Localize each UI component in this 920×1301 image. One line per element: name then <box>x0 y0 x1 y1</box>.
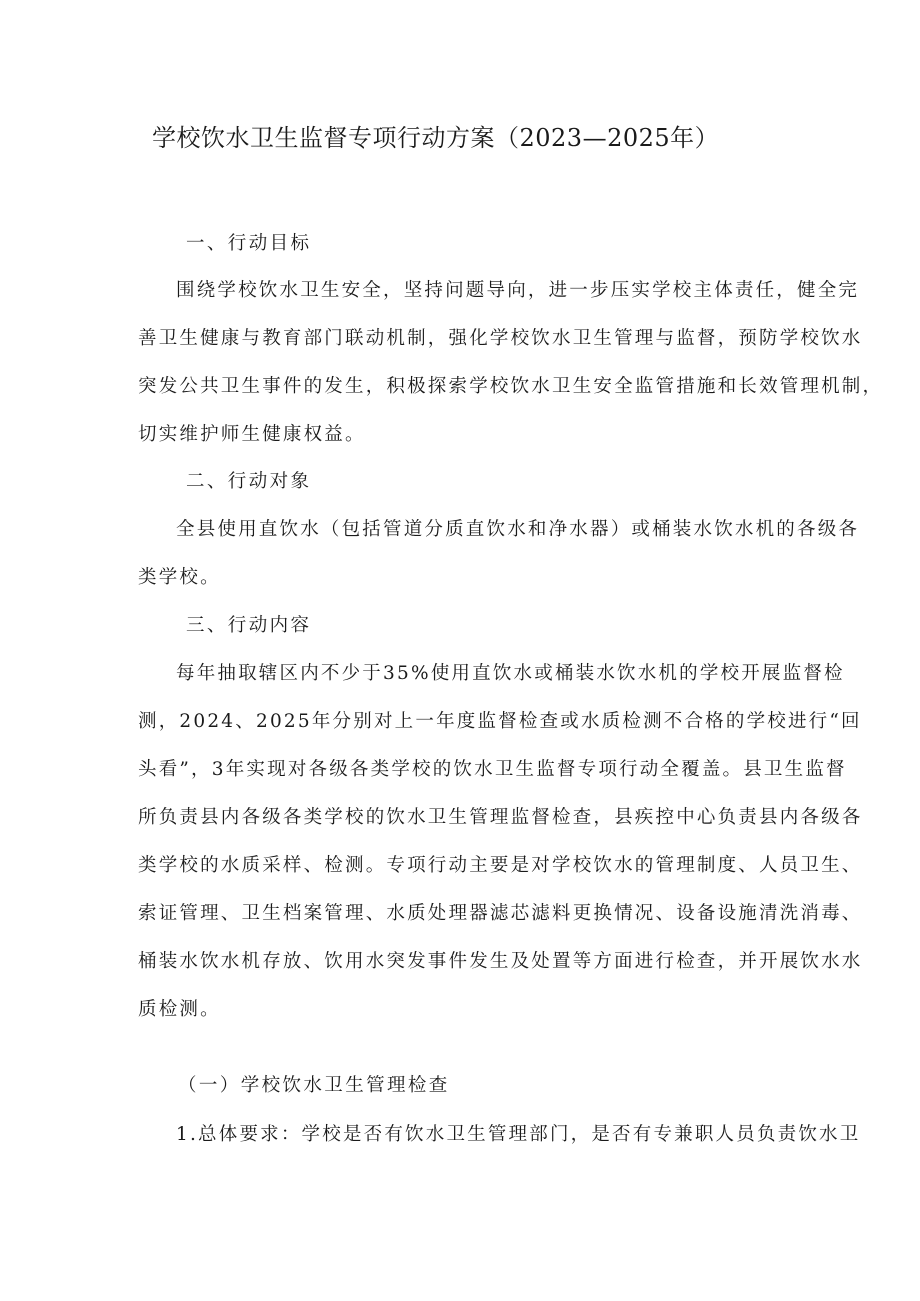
section-heading-content: 三、行动内容 <box>186 615 312 636</box>
paragraph-line: 头看”，3年实现对各级各类学校的饮水卫生监督专项行动全覆盖。县卫生监督 <box>138 759 847 780</box>
paragraph-line: 所负责县内各级各类学校的饮水卫生管理监督检查，县疾控中心负责县内各级各 <box>138 807 863 828</box>
paragraph-line: 突发公共卫生事件的发生，积极探索学校饮水卫生安全监管措施和长效管理机制， <box>138 376 884 397</box>
document-title: 学校饮水卫生监督专项行动方案（2023—2025年） <box>152 124 720 152</box>
section-heading-goal: 一、行动目标 <box>186 233 312 254</box>
paragraph-line: 类学校的水质采样、检测。专项行动主要是对学校饮水的管理制度、人员卫生、 <box>138 855 863 876</box>
paragraph-line: 类学校。 <box>138 567 221 588</box>
paragraph-line: 善卫生健康与教育部门联动机制，强化学校饮水卫生管理与监督，预防学校饮水 <box>138 328 863 349</box>
paragraph-line: 每年抽取辖区内不少于35%使用直饮水或桶装水饮水机的学校开展监督检 <box>176 663 845 684</box>
section-heading-target: 二、行动对象 <box>186 471 312 492</box>
paragraph-line: 质检测。 <box>138 999 221 1020</box>
paragraph-line: 桶装水饮水机存放、饮用水突发事件发生及处置等方面进行检查，并开展饮水水 <box>138 951 863 972</box>
paragraph-line: 切实维护师生健康权益。 <box>138 424 366 445</box>
paragraph-line: 索证管理、卫生档案管理、水质处理器滤芯滤料更换情况、设备设施清洗消毒、 <box>138 903 863 924</box>
paragraph-line: 测，2024、2025年分别对上一年度监督检查或水质检测不合格的学校进行“回 <box>138 711 862 732</box>
paragraph-line: 1.总体要求：学校是否有饮水卫生管理部门，是否有专兼职人员负责饮水卫 <box>176 1124 861 1145</box>
paragraph-line: 全县使用直饮水（包括管道分质直饮水和净水器）或桶装水饮水机的各级各 <box>176 519 860 540</box>
paragraph-line: 围绕学校饮水卫生安全，坚持问题导向，进一步压实学校主体责任，健全完 <box>176 280 860 301</box>
subsection-heading-management: （一）学校饮水卫生管理检查 <box>178 1075 450 1096</box>
